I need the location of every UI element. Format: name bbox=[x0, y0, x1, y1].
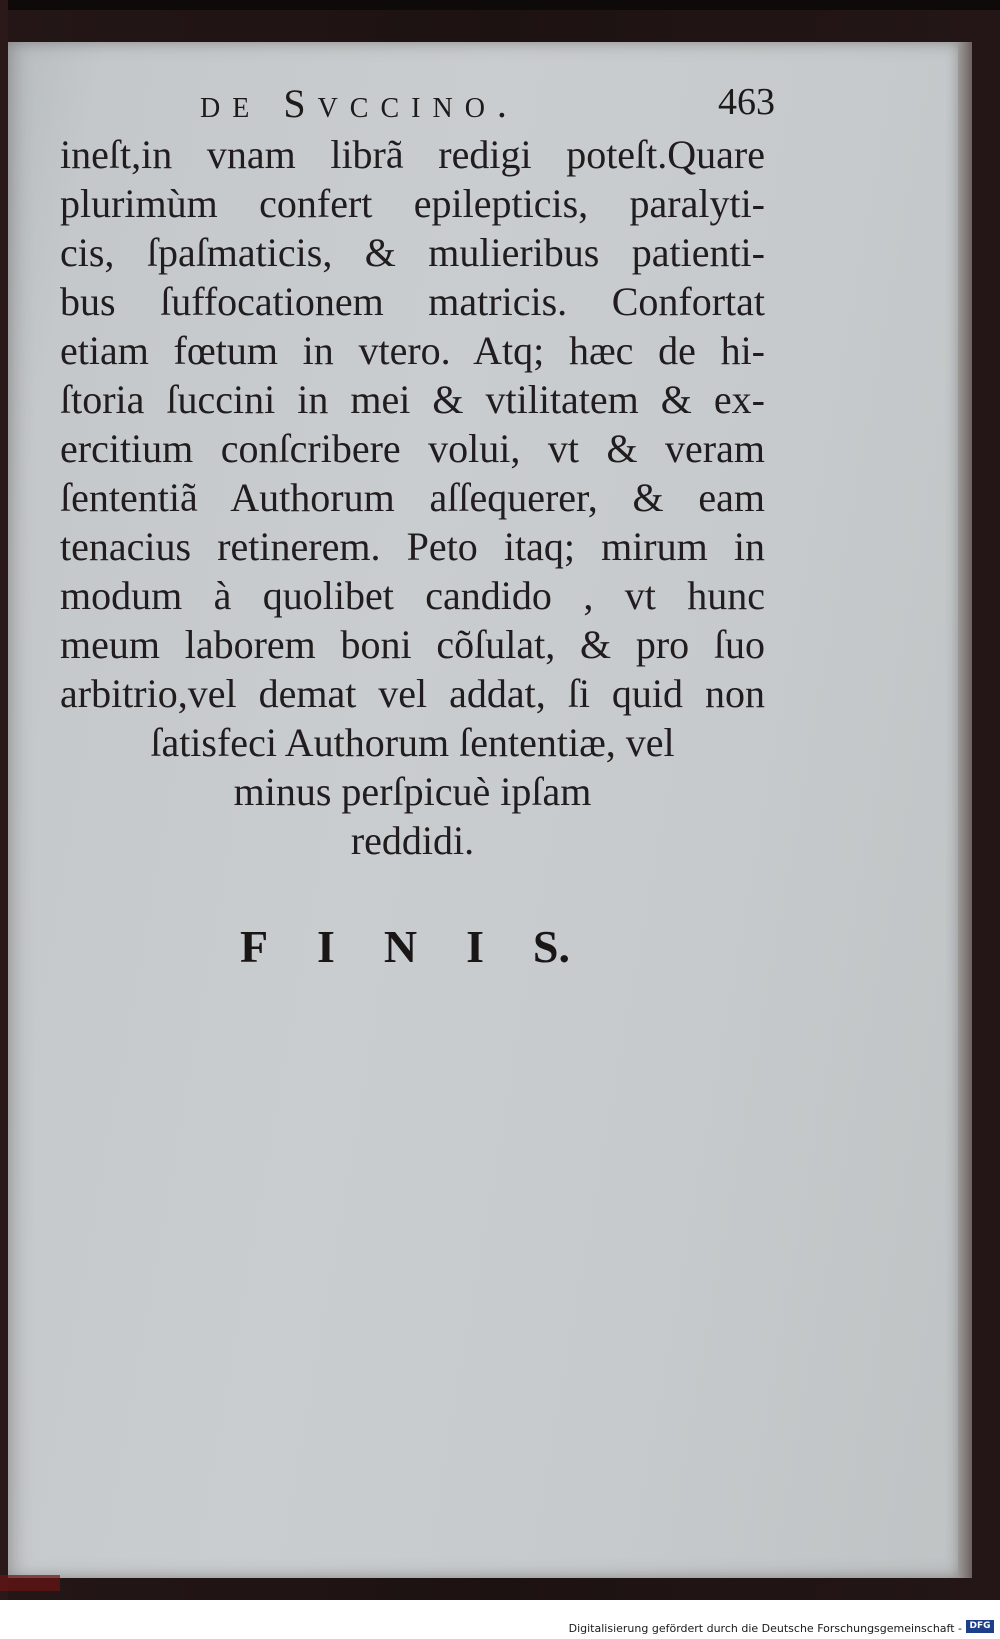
text-line: ineſt,in vnam librã redigi poteſt.Quare bbox=[60, 132, 765, 177]
text-line: tenacius retinerem. Peto itaq; mirum in bbox=[60, 524, 765, 569]
page-number: 463 bbox=[718, 81, 775, 123]
body-text bbox=[60, 130, 765, 865]
finis-heading bbox=[240, 920, 570, 973]
finis-letter: I bbox=[466, 921, 484, 972]
finis-letter: S. bbox=[532, 921, 570, 972]
text-line: meum laborem boni cõſulat, & pro ſuo bbox=[60, 622, 765, 667]
scan-left-edge bbox=[0, 0, 8, 1600]
text-line: bus ſuffocationem matricis. Confortat bbox=[60, 279, 765, 324]
text-line: etiam fœtum in vtero. Atq; hæc de hi- bbox=[60, 328, 765, 373]
finis-letter: I bbox=[317, 921, 335, 972]
running-header bbox=[200, 80, 775, 130]
text-line: ſtoria ſuccini in mei & vtilitatem & ex- bbox=[60, 377, 765, 422]
text-line: minus perſpicuè ipſam bbox=[233, 769, 592, 814]
finis-letter: N bbox=[383, 921, 418, 972]
finis-letter: F bbox=[240, 921, 269, 972]
running-title: de Svccino. bbox=[200, 81, 519, 126]
funding-credit: Digitalisierung gefördert durch die Deutsche Forschungsgemeinschaft - bbox=[568, 1622, 962, 1635]
dfg-logo-icon: DFG bbox=[966, 1620, 994, 1633]
text-line: modum à quolibet candido , vt hunc bbox=[60, 573, 765, 618]
text-line: arbitrio,vel demat vel addat, ſi quid non bbox=[60, 671, 765, 716]
page-right-edge bbox=[958, 42, 972, 1578]
scan-top-edge bbox=[0, 0, 1000, 10]
text-line: plurimùm confert epilepticis, paralyti- bbox=[60, 181, 765, 226]
text-line: reddidi. bbox=[350, 818, 475, 863]
text-line: ſententiã Authorum aſſequerer, & eam bbox=[60, 475, 765, 520]
text-line: ercitium conſcribere volui, vt & veram bbox=[60, 426, 765, 471]
text-line: ſatisfeci Authorum ſententiæ, vel bbox=[150, 720, 675, 765]
text-line: cis, ſpaſmaticis, & mulieribus patienti- bbox=[60, 230, 765, 275]
color-mark bbox=[0, 1575, 60, 1591]
